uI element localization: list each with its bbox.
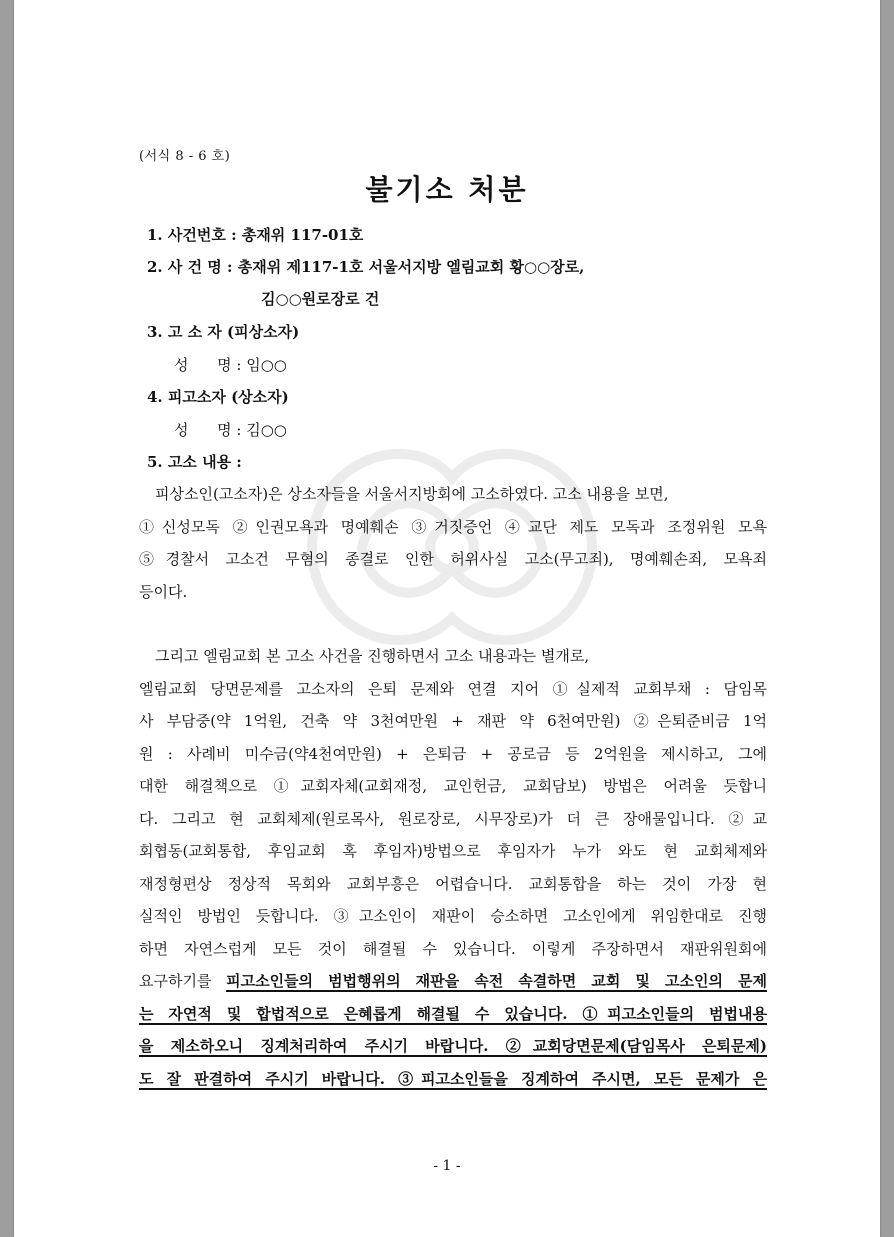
complainant-heading: 3. 고 소 자 (피상소자)	[147, 323, 300, 341]
accused-heading: 4. 피고소자 (상소자)	[147, 388, 289, 406]
complaint-paragraph-1	[139, 478, 767, 608]
paragraph-line: 원 : 사례비 미수금(약4천여만원) + 은퇴금 + 공로금 등 2억원을 제시하고, 그에	[139, 744, 767, 763]
document-page	[14, 0, 880, 1237]
complaint-paragraph-2	[139, 640, 767, 1095]
underlined-line: 도 잘 판결하여 주시기 바랍니다. ③피고소인들을 징계하여 주시면, 모든 문제가 은	[139, 1069, 767, 1088]
accused-name-row	[174, 419, 287, 440]
underlined-line: 는 자연적 및 합법적으로 은혜롭게 해결될 수 있습니다. ①피고소인들의 범법내용	[139, 1004, 767, 1023]
case-name-label: 2. 사 건 명 :	[147, 258, 238, 276]
underlined-text: 피고소인들의 범법행위의 재판을 속전 속결하면 교회 및 고소인의 문제	[226, 972, 768, 990]
paragraph-line: 재정형편상 정상적 목회와 교회부흥은 어렵습니다. 교회통합을 하는 것이 가장 현	[139, 874, 767, 893]
document-content	[14, 0, 880, 1237]
page-number: - 1 -	[433, 1158, 461, 1174]
paragraph-line: 등이다.	[139, 582, 188, 601]
case-number-label: 1. 사건번호 :	[147, 226, 242, 244]
mixed-prefix: 요구하기를	[139, 972, 227, 990]
complainant-name-label: 성 명 :	[174, 356, 242, 374]
paragraph-line: 피상소인(고소자)은 상소자들을 서울서지방회에 고소하였다. 고소 내용을 보면,	[155, 485, 669, 503]
paragraph-line: 사 부담중(약 1억원, 건축 약 3천여만원 + 재판 약 6천여만원) ②은퇴준비금 1억	[139, 712, 767, 730]
complainant-name: 임○○	[246, 356, 287, 374]
paragraph-line: 실적인 방법인 듯합니다. ③고소인이 재판이 승소하면 고소인에게 위임한대로 진행	[139, 907, 767, 925]
case-name-field	[147, 256, 584, 277]
paragraph-line: 다. 그리고 현 교회체제(원로목사, 원로장로, 시무장로)가 더 큰 장애물입니다. ②교	[139, 809, 767, 828]
form-number: (서식 8 - 6 호)	[139, 149, 231, 164]
paragraph-line: ⑤경찰서 고소건 무혐의 종결로 인한 허위사실 고소(무고죄), 명예훼손죄, 모욕죄	[139, 550, 767, 568]
paragraph-line: ①신성모독 ②인권모욕과 명예훼손 ③거짓증언 ④교단 제도 모독과 조정위원 모욕	[139, 517, 767, 536]
paragraph-line: 대한 해결책으로 ①교회자체(교회재정, 교인헌금, 교회담보) 방법은 어려울 듯합니	[139, 777, 767, 795]
paragraph-line: 회협동(교회통합, 후임교회 혹 후임자)방법으로 후임자가 누가 와도 현 교회체제와	[139, 842, 767, 860]
case-number-field	[147, 224, 363, 245]
case-name-line2: 김○○원로장로 건	[261, 290, 380, 308]
accused-name-label: 성 명 :	[174, 421, 242, 439]
document-title: 불기소 처분	[365, 173, 529, 206]
case-name-line1: 총재위 제117-1호 서울서지방 엘림교회 황○○장로,	[237, 258, 585, 276]
paragraph-line: 그리고 엘림교회 본 고소 사건을 진행하면서 고소 내용과는 별개로,	[155, 647, 590, 665]
paragraph-line-mixed	[139, 965, 767, 998]
accused-name: 김○○	[246, 421, 287, 439]
complaint-heading: 5. 고소 내용 :	[147, 453, 242, 471]
paragraph-line: 엘림교회 당면문제를 고소자의 은퇴 문제와 연결 지어 ①실제적 교회부채 : 담임목	[139, 679, 767, 698]
complainant-name-row	[174, 354, 287, 375]
paragraph-line: 하면 자연스럽게 모든 것이 해결될 수 있습니다. 이렇게 주장하면서 재판위원회에	[139, 939, 767, 958]
case-number-value: 총재위 117-01호	[241, 226, 364, 244]
underlined-line: 을 제소하오니 징계처리하여 주시기 바랍니다. ②교회당면문제(담임목사 은퇴문제)	[139, 1037, 767, 1055]
